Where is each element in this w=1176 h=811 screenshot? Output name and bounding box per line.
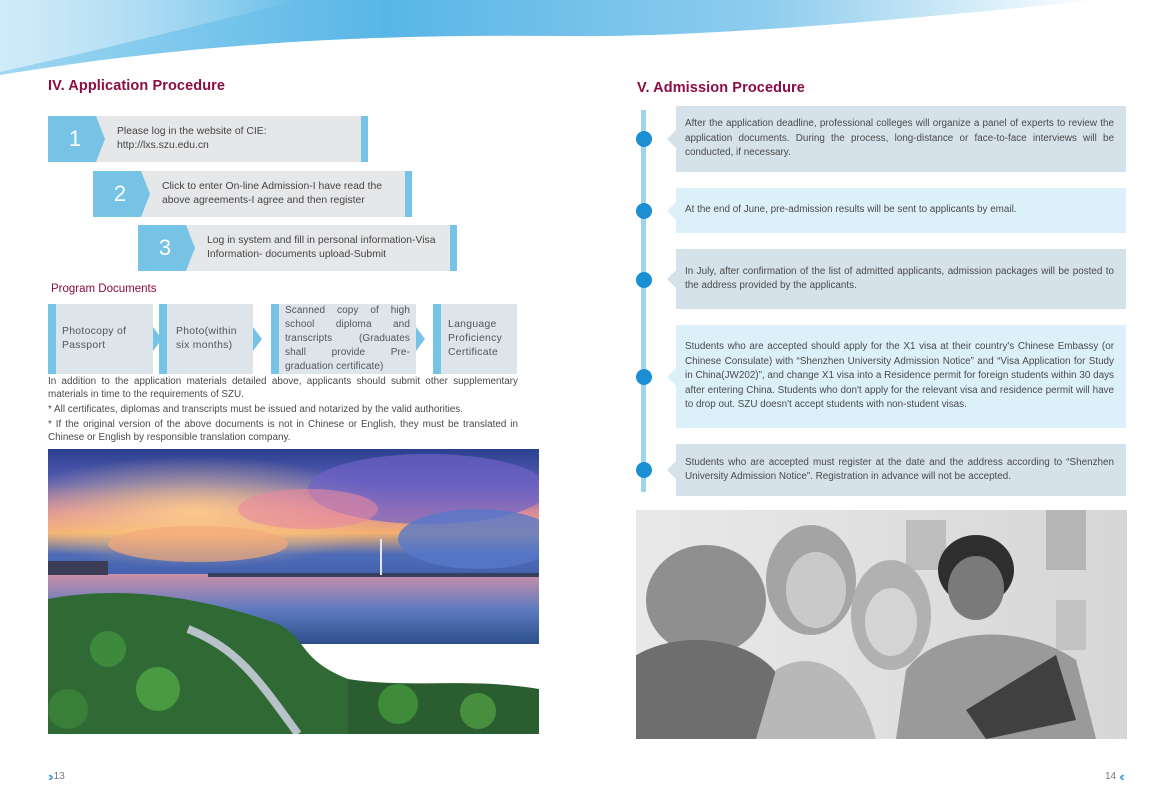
timeline-dot — [636, 203, 652, 219]
step-1-end-bar — [361, 116, 368, 162]
timeline-dot — [636, 369, 652, 385]
document-arrow-icon — [416, 327, 425, 351]
page-number-left — [48, 769, 65, 784]
double-chevron-right-icon: ›› — [48, 769, 51, 784]
page-number-right-label: 14 — [1105, 771, 1117, 782]
document-passport-label: Photocopy of Passport — [62, 326, 127, 351]
application-step-2 — [93, 171, 413, 217]
step-2-end-bar — [405, 171, 412, 217]
step-3-arrow-icon — [186, 225, 195, 271]
admission-item-5-text: Students who are accepted must register at the date and the address according to “Shenzhen University Admission Notice”. Registration in advance will not be accepted. — [685, 456, 1114, 482]
application-step-3 — [138, 225, 458, 271]
step-1-arrow-icon — [96, 116, 105, 162]
step-3-number: 3 — [138, 225, 186, 271]
timeline-dot — [636, 462, 652, 478]
document-arrow-icon — [253, 327, 262, 351]
document-diploma-bar — [271, 304, 279, 374]
card-notch — [667, 130, 676, 148]
page-number-left-label: 13 — [53, 771, 65, 782]
document-photo-bar — [159, 304, 167, 374]
step-1-number: 1 — [48, 116, 96, 162]
admission-item-1 — [676, 106, 1126, 172]
page-number-right — [1105, 769, 1122, 784]
translation-note: * If the original version of the above documents is not in Chinese or English, they must be translated in Chinese or English by responsible translation company. — [48, 419, 518, 443]
double-chevron-left-icon: ‹‹ — [1119, 769, 1122, 784]
card-notch — [667, 202, 676, 220]
application-step-1 — [48, 116, 368, 162]
step-2-arrow-icon — [141, 171, 150, 217]
admission-procedure-title: V. Admission Procedure — [637, 80, 805, 96]
document-language — [433, 304, 517, 374]
admission-item-2-text: At the end of June, pre-admission results will be sent to applicants by email. — [685, 204, 1017, 216]
header-wave-decoration — [0, 0, 1176, 80]
admission-item-5 — [676, 444, 1126, 496]
card-notch — [667, 368, 676, 386]
shenzhen-bay-photo — [48, 449, 539, 734]
admission-item-2 — [676, 188, 1126, 233]
timeline-dot — [636, 131, 652, 147]
card-notch — [667, 270, 676, 288]
notarization-note: * All certificates, diplomas and transcripts must be issued and notarized by the valid authorities. — [48, 404, 463, 415]
timeline-line — [641, 110, 646, 492]
document-passport-bar — [48, 304, 56, 374]
admission-item-4 — [676, 325, 1126, 428]
document-diploma — [271, 304, 416, 374]
timeline-dot — [636, 272, 652, 288]
document-passport — [48, 304, 153, 374]
card-notch — [667, 461, 676, 479]
admission-item-4-text: Students who are accepted should apply for the X1 visa at their country's Chinese Embassy (or Chinese Consulate) with “Shenzhen University Admission Notice” and “Visa Application for Study in China(JW202)”, and change X1 visa into a Residence permit for foreign students within 30 days after entering China. Students who don't apply for the relevant visa and residence permit will have to drop out. SZU doesn't accept students with non-student visas. — [685, 341, 1114, 411]
students-laptop-photo — [636, 510, 1127, 739]
step-3-end-bar — [450, 225, 457, 271]
application-procedure-title: IV. Application Procedure — [48, 78, 226, 94]
step-1-text: Please log in the website of CIE: http://lxs.szu.edu.cn — [96, 116, 361, 162]
step-2-number: 2 — [93, 171, 141, 217]
document-diploma-label: Scanned copy of high school diploma and transcripts (Graduates shall provide Pre-graduation certificate) — [285, 305, 410, 372]
step-2-text: Click to enter On-line Admission-I have read the above agreements-I agree and then register — [141, 171, 405, 217]
document-language-label: Language Proficiency Certificate — [448, 319, 503, 358]
document-language-bar — [433, 304, 441, 374]
program-documents-title: Program Documents — [51, 283, 157, 295]
admission-item-3-text: In July, after confirmation of the list of admitted applicants, admission packages will be posted to the address provided by the applicants. — [685, 265, 1114, 291]
step-3-text: Log in system and fill in personal information-Visa Information- documents upload-Submit — [186, 225, 450, 271]
admission-item-3 — [676, 249, 1126, 309]
supplementary-paragraph: In addition to the application materials detailed above, applicants should submit other supplementary materials in time to the requirements of SZU. — [48, 376, 518, 400]
admission-item-1-text: After the application deadline, professional colleges will organize a panel of experts to review the application documents. During the process, long-distance or face-to-face interviews will be conducted, if necessary. — [685, 118, 1114, 159]
document-photo — [159, 304, 253, 374]
document-photo-label: Photo(within six months) — [176, 326, 237, 351]
